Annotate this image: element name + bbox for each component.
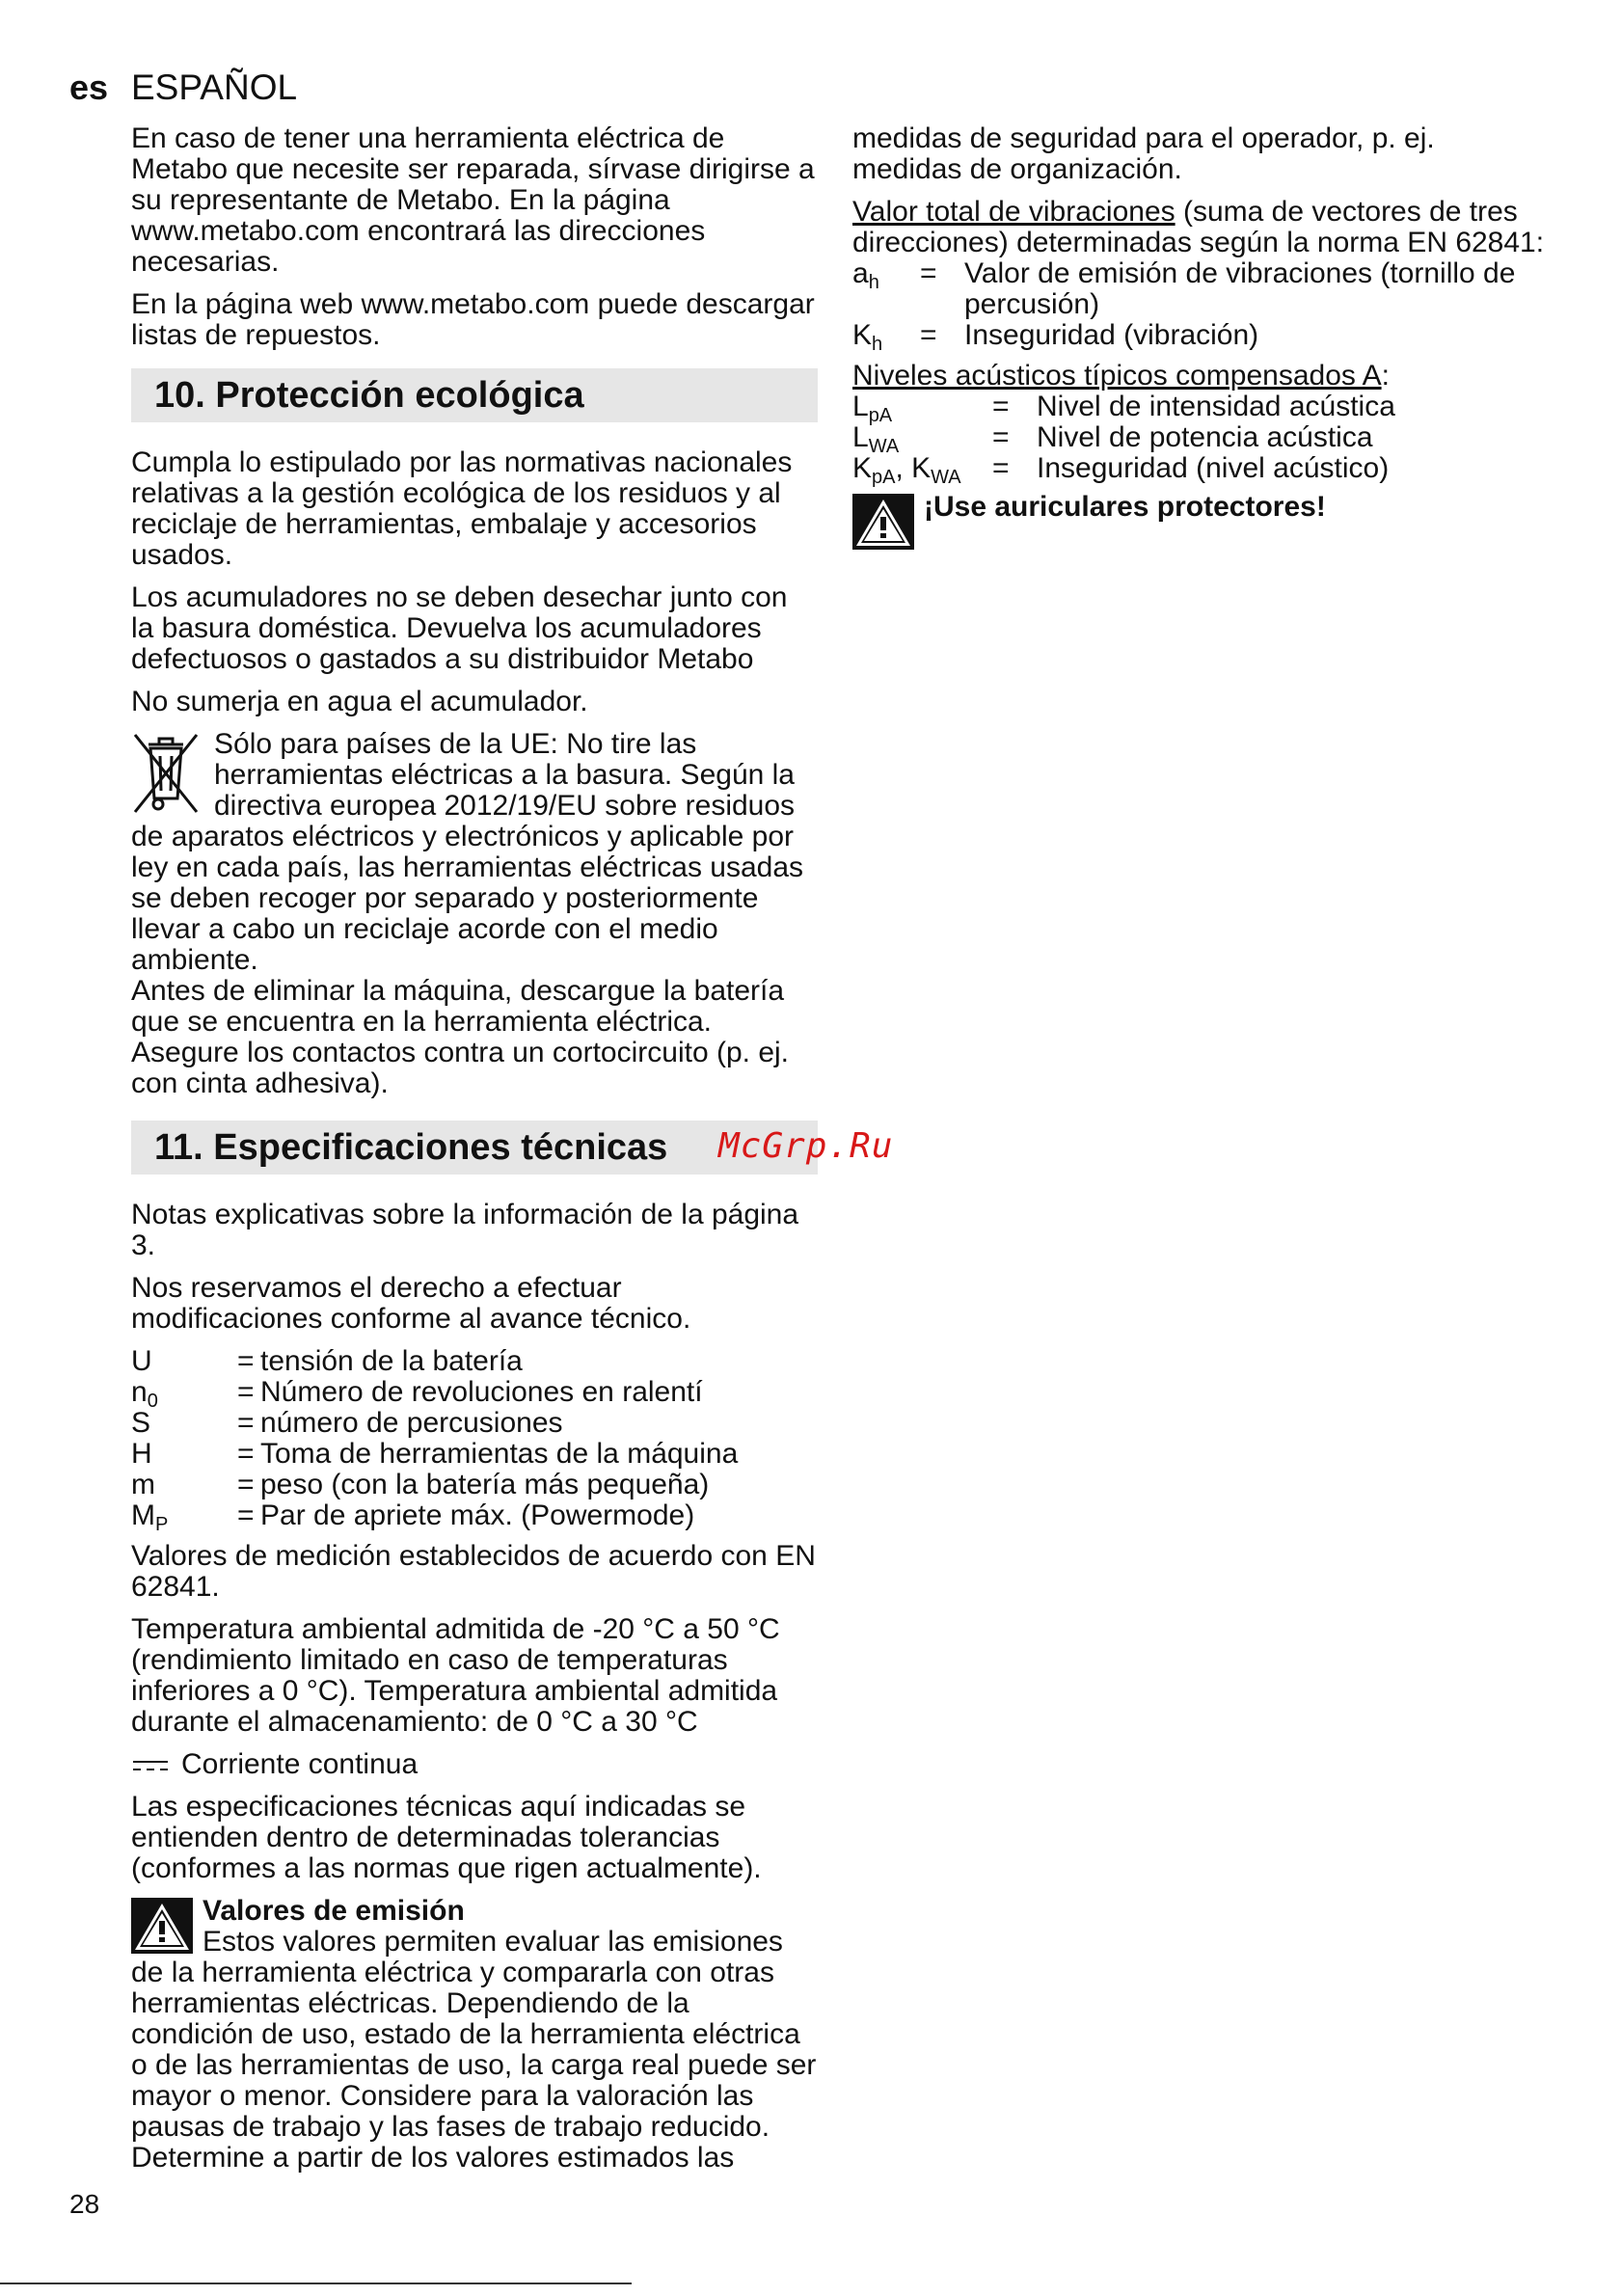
dc-line	[131, 1749, 818, 1780]
definition-row: S = número de percusiones	[131, 1407, 563, 1439]
spare-parts-paragraph: En la página web www.metabo.com puede descargar listas de repuestos.	[131, 288, 815, 351]
tolerance-paragraph: Las especificaciones técnicas aquí indicadas se entienden dentro de determinadas tolerancias (conformes a las normas que rigen actualmente).	[131, 1791, 762, 1884]
noise-row: $L_{WA}$ = Nivel de potencia acústica	[852, 421, 1373, 457]
left-column	[131, 123, 818, 2174]
battery-removal-paragraph: Antes de eliminar la máquina, descargue la batería que se encuentra en la herramienta eléctrica. Asegure los contactos contra un cortocircuito (p. ej. con cinta adhesiva).	[131, 975, 790, 1099]
battery-disposal-paragraph: Los acumuladores no se deben desechar junto con la basura doméstica. Devuelva los acumuladores defectuosos o gastados a su distribuidor Metabo	[131, 581, 788, 675]
temperature-paragraph: Temperatura ambiental admitida de -20 °C a 50 °C (rendimiento limitado en caso de temperaturas inferiores a 0 °C). Temperatura ambiental admitida durante el almacenamiento: de 0 °C a 30 °C	[131, 1613, 780, 1738]
weee-text: Sólo para países de la UE: No tire las herramientas eléctricas a la basura. Según la directiva europea 2012/19/EU sobre residuos de aparatos eléctricos y electrónicos y aplicable por ley en cada país, las herramientas eléctricas usadas se deben recoger por separado y posteriormente llevar a cabo un reciclaje acorde con el medio ambiente.	[131, 728, 804, 976]
language-code: es	[69, 68, 109, 107]
noise-row: $L_{pA}$ = Nivel de intensidad acústica	[852, 391, 1395, 426]
noise-text: Inseguridad (nivel acústico)	[1037, 452, 1390, 484]
no-submerge-paragraph: No sumerja en agua el acumulador.	[131, 686, 588, 717]
definition-text: Número de revoluciones en ralentí	[260, 1376, 703, 1408]
definition-row: m = peso (con la batería más pequeña)	[131, 1469, 710, 1500]
vibration-row: $a_h$ = Valor de emisión de vibraciones (tornillo de percusión)	[852, 258, 1547, 320]
bottom-rule	[0, 2282, 632, 2284]
definitions-list	[131, 1345, 818, 1535]
section-heading-10: 10. Protección ecológica	[131, 368, 818, 422]
repair-paragraph: En caso de tener una herramienta eléctrica de Metabo que necesite ser reparada, sírvase dirigirse a su representante de Metabo. En la página www.metabo.com encontrará las direcciones necesarias.	[131, 122, 815, 278]
noise-title: Niveles acústicos típicos compensados A	[852, 360, 1382, 392]
emission-title: Valores de emisión	[203, 1895, 465, 1927]
direct-current-icon	[131, 1758, 170, 1773]
warning-icon	[852, 494, 914, 550]
definition-row: $M_P$ = Par de apriete máx. (Powermode)	[131, 1499, 695, 1535]
watermark: McGrp.Ru	[718, 1126, 894, 1166]
noise-text: Nivel de potencia acústica	[1037, 421, 1373, 453]
disposal-paragraph: Cumpla lo estipulado por las normativas nacionales relativas a la gestión ecológica de los residuos y al reciclaje de herramientas, embalaje y accesorios usados.	[131, 446, 793, 571]
noise-title-line: Niveles acústicos típicos compensados A:	[852, 360, 1390, 392]
noise-text: Nivel de intensidad acústica	[1037, 391, 1395, 422]
definition-text: peso (con la batería más pequeña)	[260, 1469, 710, 1500]
ear-protection-block	[852, 492, 1547, 523]
definition-row: $n_0$ = Número de revoluciones en ralentí	[131, 1376, 703, 1412]
definition-row: U = tensión de la batería	[131, 1345, 523, 1377]
crossed-bin-icon	[131, 731, 201, 816]
page-number: 28	[69, 2189, 100, 2219]
vibration-text: Valor de emisión de vibraciones (tornillo de percusión)	[964, 257, 1516, 320]
measurement-paragraph: Valores de medición establecidos de acuerdo con EN 62841.	[131, 1540, 816, 1603]
safety-measures-paragraph: medidas de seguridad para el operador, p. ej. medidas de organización.	[852, 122, 1435, 185]
language-name: ESPAÑOL	[131, 68, 298, 107]
warning-icon	[131, 1898, 193, 1954]
definition-text: tensión de la batería	[260, 1345, 523, 1377]
emission-text: Estos valores permiten evaluar las emisiones de la herramienta eléctrica y compararla con otras herramientas eléctricas. Dependiendo de la condición de uso, estado de la herramienta eléctrica o de las herramientas de uso, la carga real puede ser mayor o menor. Considere para la valoración las pausas de trabajo y las fases de trabajo reducido. Determine a partir de los valores estimados las	[131, 1926, 817, 2174]
ear-protection-text: ¡Use auriculares protectores!	[924, 491, 1326, 523]
noise-row: $K_{pA}$, $K_{WA}$ = Inseguridad (nivel acústico)	[852, 452, 1390, 488]
emission-block	[131, 1896, 818, 2174]
section-heading-11: 11. Especificaciones técnicas	[131, 1121, 818, 1175]
definition-text: número de percusiones	[260, 1407, 563, 1439]
dc-label: Corriente continua	[181, 1748, 419, 1780]
definition-text: Toma de herramientas de la máquina	[260, 1438, 739, 1470]
vibration-row: $K_h$ = Inseguridad (vibración)	[852, 320, 1547, 351]
vibration-text: Inseguridad (vibración)	[964, 319, 1259, 351]
right-column	[852, 123, 1547, 550]
definition-text: Par de apriete máx. (Powermode)	[260, 1499, 695, 1531]
vibration-title: Valor total de vibraciones	[852, 196, 1175, 228]
reserve-paragraph: Nos reservamos el derecho a efectuar modificaciones conforme al avance técnico.	[131, 1272, 691, 1335]
vibration-intro: Valor total de vibraciones (suma de vectores de tres direcciones) determinadas según la norma EN 62841:	[852, 196, 1545, 258]
definition-row: H = Toma de herramientas de la máquina	[131, 1438, 739, 1470]
notes-paragraph: Notas explicativas sobre la información de la página 3.	[131, 1199, 799, 1261]
weee-block	[131, 729, 818, 1099]
